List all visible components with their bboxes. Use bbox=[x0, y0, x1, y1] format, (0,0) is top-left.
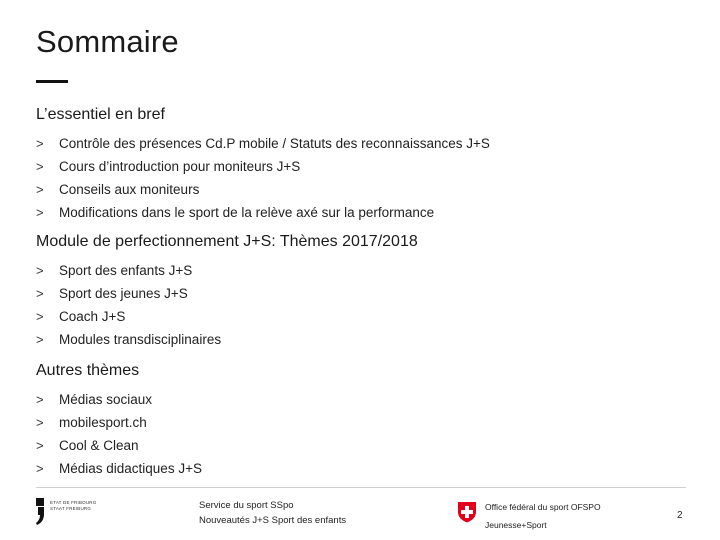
page-number: 2 bbox=[677, 510, 683, 521]
title-underline bbox=[36, 80, 68, 83]
section-heading: L’essentiel en bref bbox=[36, 106, 165, 123]
list-item bbox=[36, 457, 686, 480]
list-item bbox=[36, 328, 686, 351]
list-item-label: Modules transdisciplinaires bbox=[59, 332, 222, 347]
list-item-label: Conseils aux moniteurs bbox=[59, 182, 200, 197]
section-module bbox=[36, 233, 686, 351]
list-item-label: Contrôle des présences Cd.P mobile / Statuts des reconnaissances J+S bbox=[59, 136, 490, 151]
list-item-label: Sport des jeunes J+S bbox=[59, 286, 188, 301]
list-item bbox=[36, 282, 686, 305]
list-item-label: Cours d’introduction pour moniteurs J+S bbox=[59, 159, 301, 174]
list-item bbox=[36, 305, 686, 328]
list-item bbox=[36, 259, 686, 282]
list-item bbox=[36, 132, 686, 155]
list-item-label: Médias sociaux bbox=[59, 392, 153, 407]
canton-fribourg-logo bbox=[36, 498, 116, 528]
chevron-right-icon: > bbox=[36, 182, 44, 197]
list-item bbox=[36, 155, 686, 178]
chevron-right-icon: > bbox=[36, 263, 44, 278]
list-item-label: Sport des enfants J+S bbox=[59, 263, 193, 278]
footer-service bbox=[199, 498, 346, 528]
canton-fribourg-icon bbox=[36, 498, 46, 526]
footer-divider bbox=[36, 487, 686, 488]
list-item-label: Cool & Clean bbox=[59, 438, 139, 453]
list-item bbox=[36, 201, 686, 224]
chevron-right-icon: > bbox=[36, 332, 44, 347]
section-heading: Module de perfectionnement J+S: Thèmes 2017/2018 bbox=[36, 233, 418, 250]
chevron-right-icon: > bbox=[36, 309, 44, 324]
list-item bbox=[36, 434, 686, 457]
list-item-label: Modifications dans le sport de la relève axé sur la performance bbox=[59, 205, 435, 220]
chevron-right-icon: > bbox=[36, 159, 44, 174]
section-other-topics bbox=[36, 362, 686, 480]
list-item-label: mobilesport.ch bbox=[59, 415, 147, 430]
chevron-right-icon: > bbox=[36, 438, 44, 453]
footer-office bbox=[485, 498, 601, 534]
chevron-right-icon: > bbox=[36, 136, 44, 151]
service-name: Service du sport SSpo bbox=[199, 500, 294, 511]
list-item-label: Médias didactiques J+S bbox=[59, 461, 202, 476]
swiss-cross-icon bbox=[456, 501, 478, 523]
chevron-right-icon: > bbox=[36, 205, 44, 220]
chevron-right-icon: > bbox=[36, 392, 44, 407]
presentation-subtitle: Nouveautés J+S Sport des enfants bbox=[199, 515, 347, 526]
slide-title: Sommaire bbox=[36, 24, 179, 59]
list-item bbox=[36, 411, 686, 434]
office-name: Office fédéral du sport OFSPO bbox=[485, 502, 601, 512]
chevron-right-icon: > bbox=[36, 286, 44, 301]
section-heading: Autres thèmes bbox=[36, 362, 140, 379]
program-name: Jeunesse+Sport bbox=[485, 520, 547, 530]
canton-name-fr: ETAT DE FRIBOURG bbox=[50, 500, 97, 505]
section-essentials bbox=[36, 106, 686, 224]
list-item bbox=[36, 388, 686, 411]
list-item-label: Coach J+S bbox=[59, 309, 126, 324]
list-item bbox=[36, 178, 686, 201]
canton-name-de: STAAT FREIBURG bbox=[50, 505, 92, 511]
chevron-right-icon: > bbox=[36, 415, 44, 430]
canton-name bbox=[50, 500, 96, 511]
chevron-right-icon: > bbox=[36, 461, 44, 476]
